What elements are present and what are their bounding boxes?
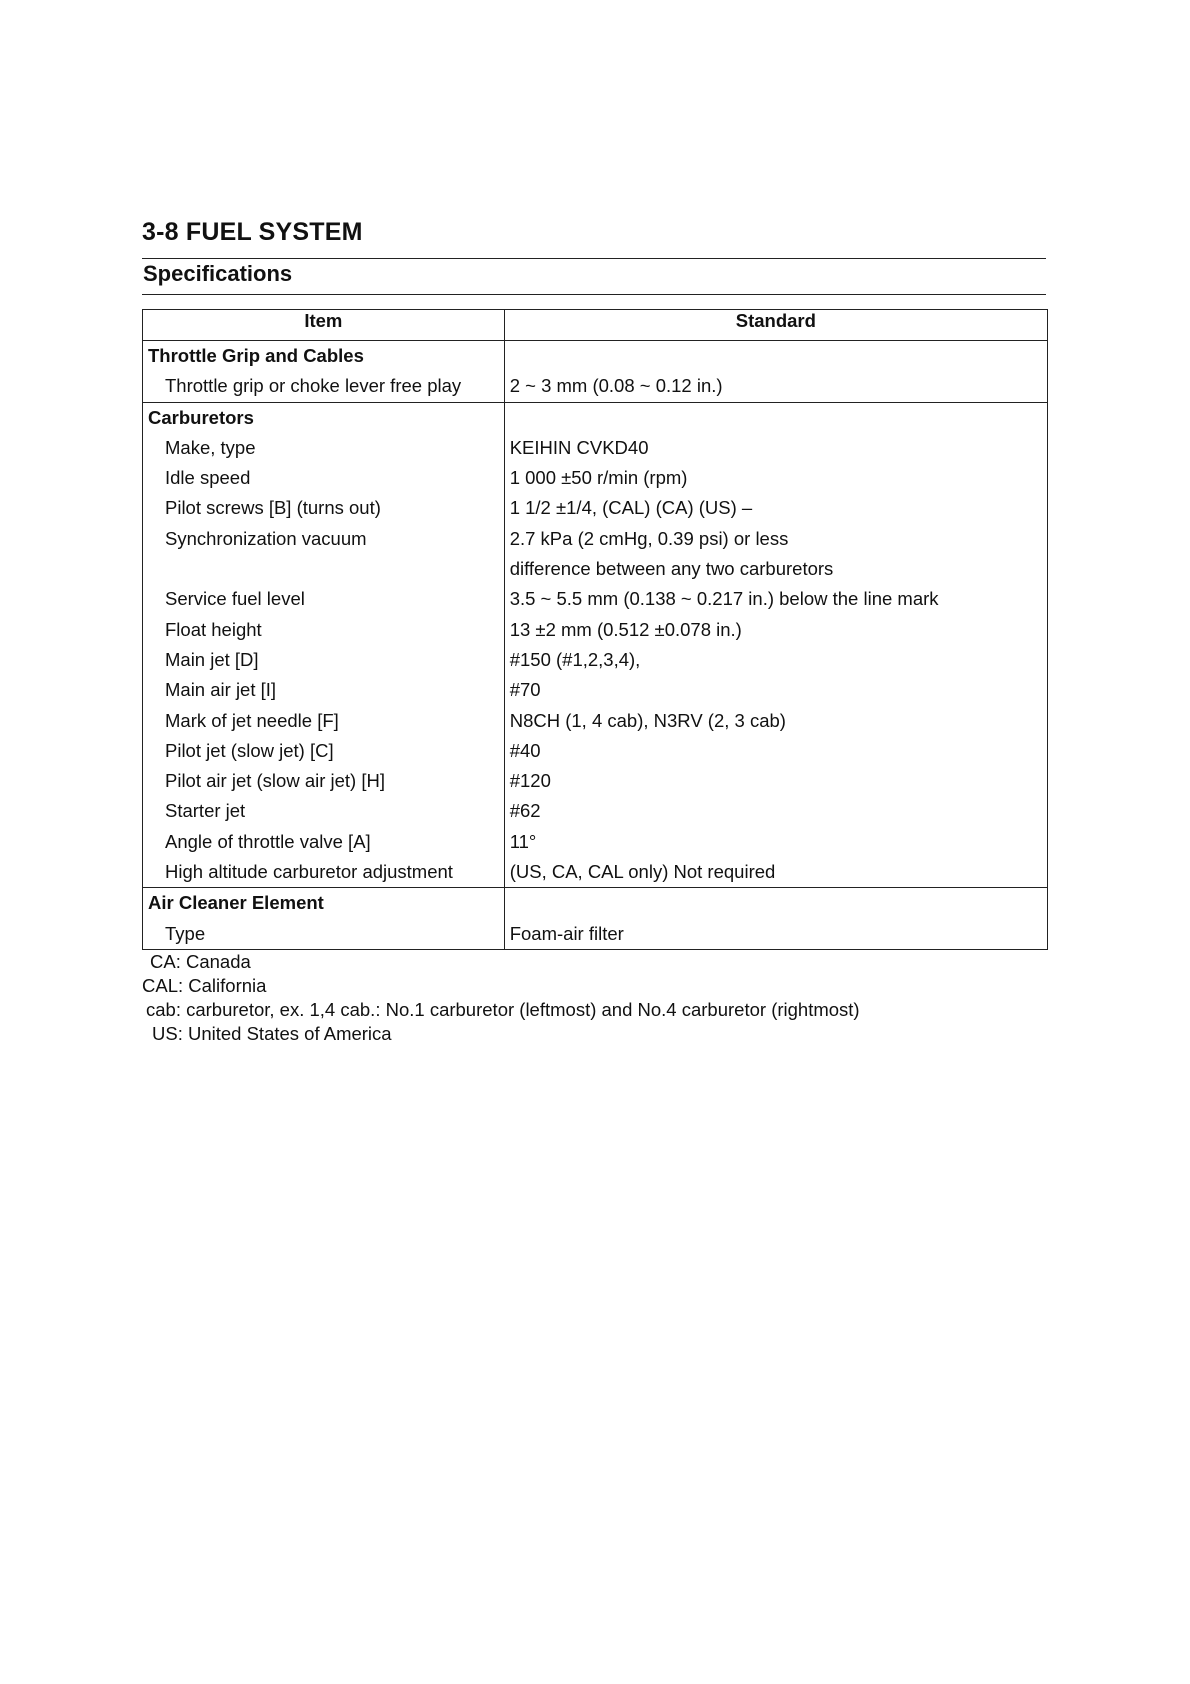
spec-value: Foam-air filter (509, 922, 624, 944)
spec-value: #150 (#1,2,3,4), (509, 648, 641, 670)
spec-value: 2.7 kPa (2 cmHg, 0.39 psi) or less (509, 527, 789, 549)
spec-item: Type (165, 922, 206, 944)
section-divider (142, 294, 1046, 295)
specifications-table (142, 309, 1048, 950)
item-cell (143, 888, 505, 950)
spec-item: Float height (165, 618, 262, 640)
spec-value: 3.5 ~ 5.5 mm (0.138 ~ 0.217 in.) below the line mark (509, 588, 939, 610)
group-heading-air-cleaner: Air Cleaner Element (148, 892, 324, 914)
spec-value: (US, CA, CAL only) Not required (509, 861, 776, 883)
spec-value: 2 ~ 3 mm (0.08 ~ 0.12 in.) (509, 375, 723, 397)
group-heading-throttle: Throttle Grip and Cables (148, 345, 364, 366)
table-row-group-carburetors (143, 402, 1048, 888)
spec-item: High altitude carburetor adjustment (165, 861, 453, 883)
abbreviation-notes (142, 950, 860, 1046)
table-row-group-throttle (143, 341, 1048, 403)
spec-value: difference between any two carburetors (509, 558, 834, 580)
spec-item: Throttle grip or choke lever free play (165, 375, 462, 397)
title-divider (142, 258, 1046, 259)
spec-item: Angle of throttle valve [A] (165, 830, 371, 852)
note-ca: CA: Canada (150, 951, 251, 972)
spec-item: Service fuel level (165, 588, 305, 610)
spec-value: #120 (509, 770, 551, 792)
group-heading-carburetors: Carburetors (148, 406, 254, 428)
spec-value: 1 000 ±50 r/min (rpm) (509, 467, 688, 489)
header-item: Item (143, 310, 505, 341)
table-header-row (143, 310, 1048, 341)
spec-item: Main jet [D] (165, 648, 259, 670)
header-standard: Standard (504, 310, 1047, 341)
section-title: Specifications (143, 261, 293, 286)
spec-value: #40 (509, 739, 541, 761)
spec-value: N8CH (1, 4 cab), N3RV (2, 3 cab) (509, 709, 786, 731)
note-us: US: United States of America (152, 1023, 392, 1044)
spec-item (143, 554, 504, 584)
standard-cell (504, 888, 1047, 950)
table-row-group-air-cleaner (143, 888, 1048, 950)
spec-value: #70 (509, 679, 541, 701)
spec-item: Pilot jet (slow jet) [C] (165, 739, 334, 761)
note-cab: cab: carburetor, ex. 1,4 cab.: No.1 carburetor (leftmost) and No.4 carburetor (rightmost) (146, 999, 860, 1020)
spec-item: Idle speed (165, 467, 251, 489)
spec-item: Make, type (165, 436, 256, 458)
spec-item: Mark of jet needle [F] (165, 709, 339, 731)
spec-value: 1 1/2 ±1/4, (CAL) (CA) (US) – (509, 497, 753, 519)
spec-item: Starter jet (165, 800, 246, 822)
item-cell (143, 341, 505, 403)
spec-value: #62 (509, 800, 541, 822)
spec-item: Pilot air jet (slow air jet) [H] (165, 770, 385, 792)
spec-item: Main air jet [I] (165, 679, 277, 701)
spec-item: Pilot screws [B] (turns out) (165, 497, 381, 519)
page-title: 3-8 FUEL SYSTEM (142, 218, 363, 246)
standard-cell (504, 341, 1047, 403)
item-cell (143, 402, 505, 888)
note-cal: CAL: California (142, 975, 267, 996)
spec-value: KEIHIN CVKD40 (509, 436, 649, 458)
standard-cell (504, 402, 1047, 888)
spec-item: Synchronization vacuum (165, 527, 367, 549)
spec-value: 13 ±2 mm (0.512 ±0.078 in.) (509, 618, 742, 640)
spec-value: 11° (509, 830, 537, 852)
